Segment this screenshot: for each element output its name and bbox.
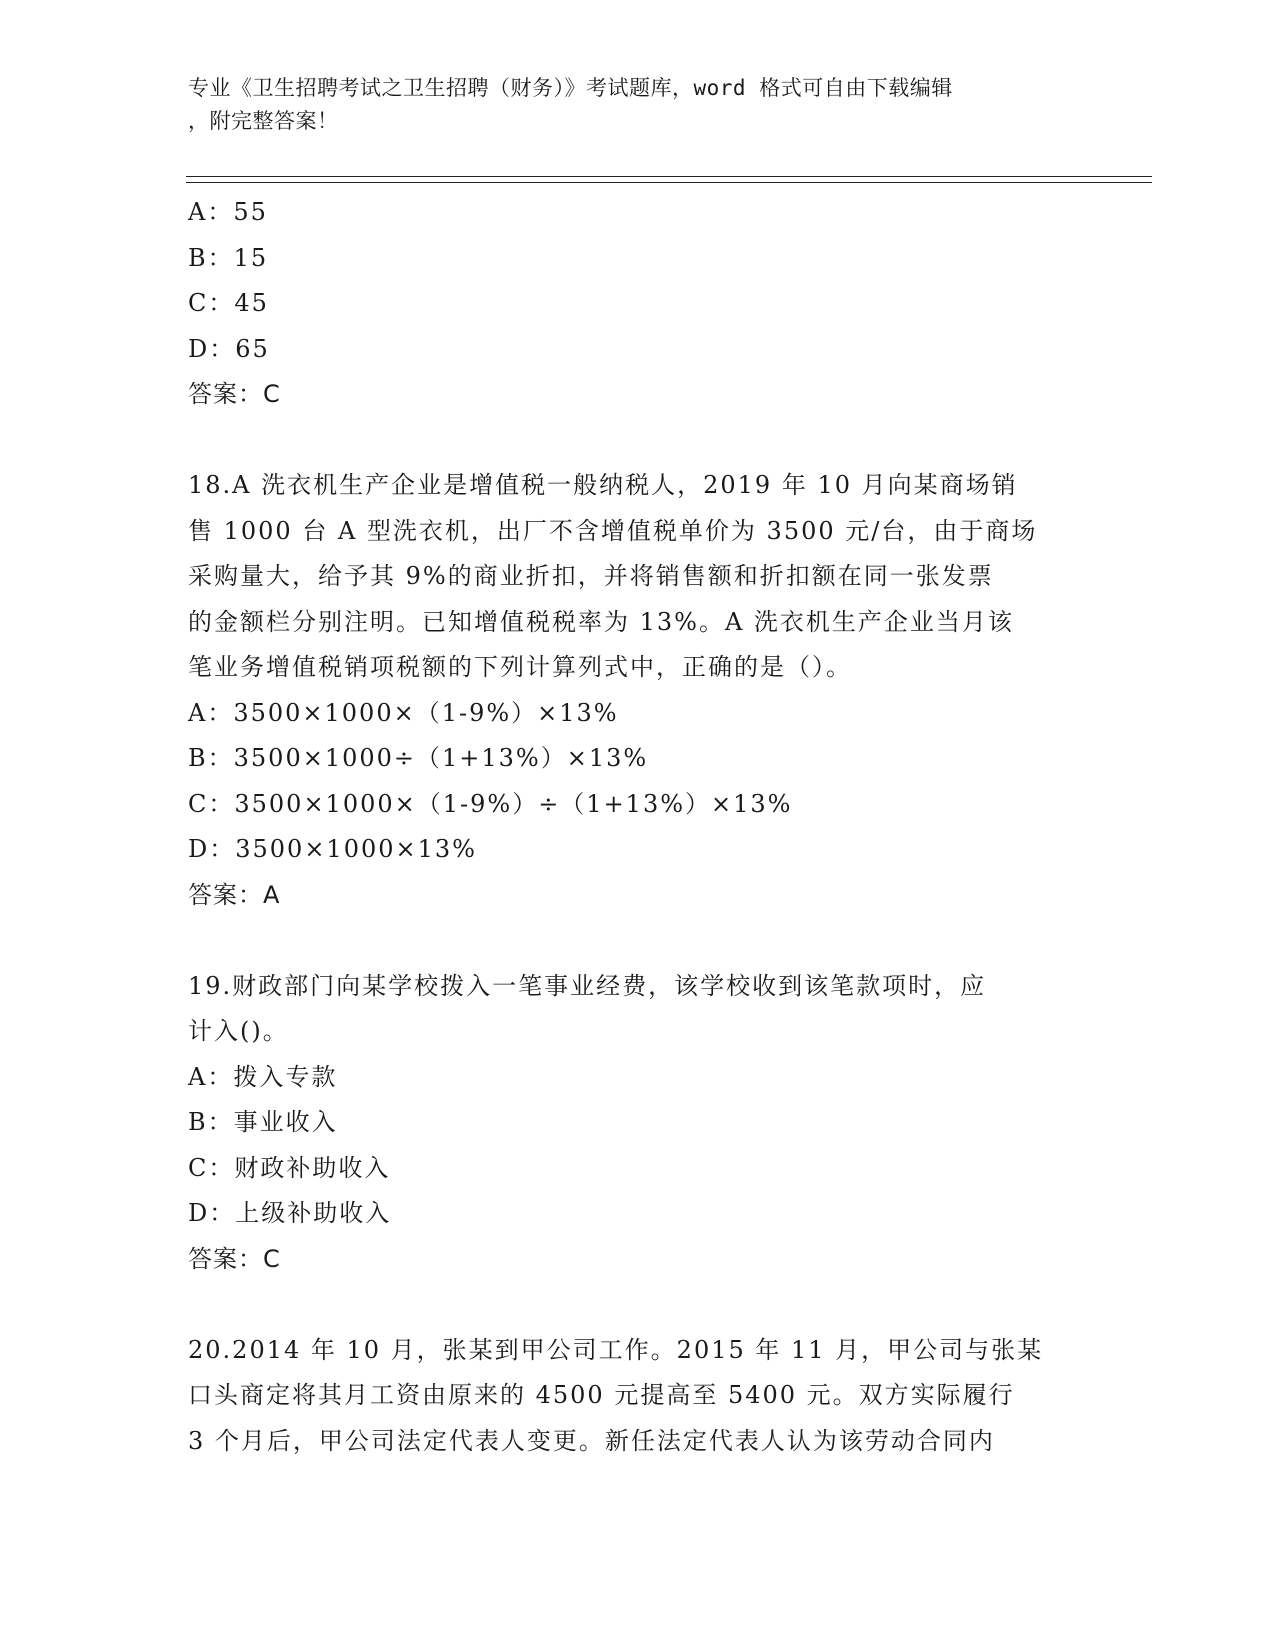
spacer — [188, 1282, 1088, 1328]
question-text-line: 19.财政部门向某学校拨入一笔事业经费，该学校收到该笔款项时，应 — [188, 971, 987, 1000]
question-17-block — [188, 190, 1088, 418]
question-text-line: 3 个月后，甲公司法定代表人变更。新任法定代表人认为该劳动合同内 — [188, 1426, 995, 1455]
question-text-line: 的金额栏分别注明。已知增值税税率为 13%。A 洗衣机生产企业当月该 — [188, 607, 1014, 636]
question-20-block — [188, 1328, 1088, 1465]
header-line-1: 专业《卫生招聘考试之卫生招聘（财务）》考试题库，word 格式可自由下载编辑 — [188, 76, 953, 100]
option-b: B：事业收入 — [188, 1108, 338, 1136]
question-19-block — [188, 964, 1088, 1283]
document-body — [188, 190, 1088, 1464]
option-a: A：拨入专款 — [188, 1062, 338, 1091]
option-b: B：15 — [188, 243, 269, 272]
question-text-line: 售 1000 台 A 型洗衣机，出厂不含增值税单价为 3500 元/台，由于商场 — [188, 516, 1038, 545]
header-divider-bottom — [186, 182, 1152, 183]
option-a: A：3500×1000×（1-9%）×13% — [188, 698, 619, 727]
spacer — [188, 918, 1088, 964]
option-d: D：65 — [188, 334, 270, 363]
option-b: B：3500×1000÷（1+13%）×13% — [188, 744, 649, 772]
answer-line: 答案：C — [188, 380, 281, 408]
question-text-line: 20.2014 年 10 月，张某到甲公司工作。2015 年 11 月，甲公司与张某 — [188, 1335, 1044, 1364]
question-text-line: 采购量大，给予其 9%的商业折扣，并将销售额和折扣额在同一张发票 — [188, 562, 994, 590]
page-header — [188, 72, 1068, 138]
option-c: C：3500×1000×（1-9%）÷（1+13%）×13% — [188, 789, 793, 818]
header-divider-top — [186, 176, 1152, 177]
question-text-line: 口头商定将其月工资由原来的 4500 元提高至 5400 元。双方实际履行 — [188, 1381, 1015, 1409]
question-text-line: 计入()。 — [188, 1017, 289, 1045]
answer-line: 答案：C — [188, 1244, 281, 1273]
question-text-line: 18.A 洗衣机生产企业是增值税一般纳税人，2019 年 10 月向某商场销 — [188, 471, 1018, 499]
header-line-2: ，附完整答案！ — [188, 109, 339, 133]
spacer — [188, 418, 1088, 464]
option-c: C：财政补助收入 — [188, 1153, 391, 1182]
option-d: D：上级补助收入 — [188, 1199, 392, 1227]
question-text-line: 笔业务增值税销项税额的下列计算列式中，正确的是（）。 — [188, 653, 852, 681]
question-18-block — [188, 463, 1088, 918]
answer-line: 答案：A — [188, 880, 281, 909]
option-c: C：45 — [188, 289, 269, 317]
option-a: A：55 — [188, 198, 268, 226]
option-d: D：3500×1000×13% — [188, 835, 477, 863]
